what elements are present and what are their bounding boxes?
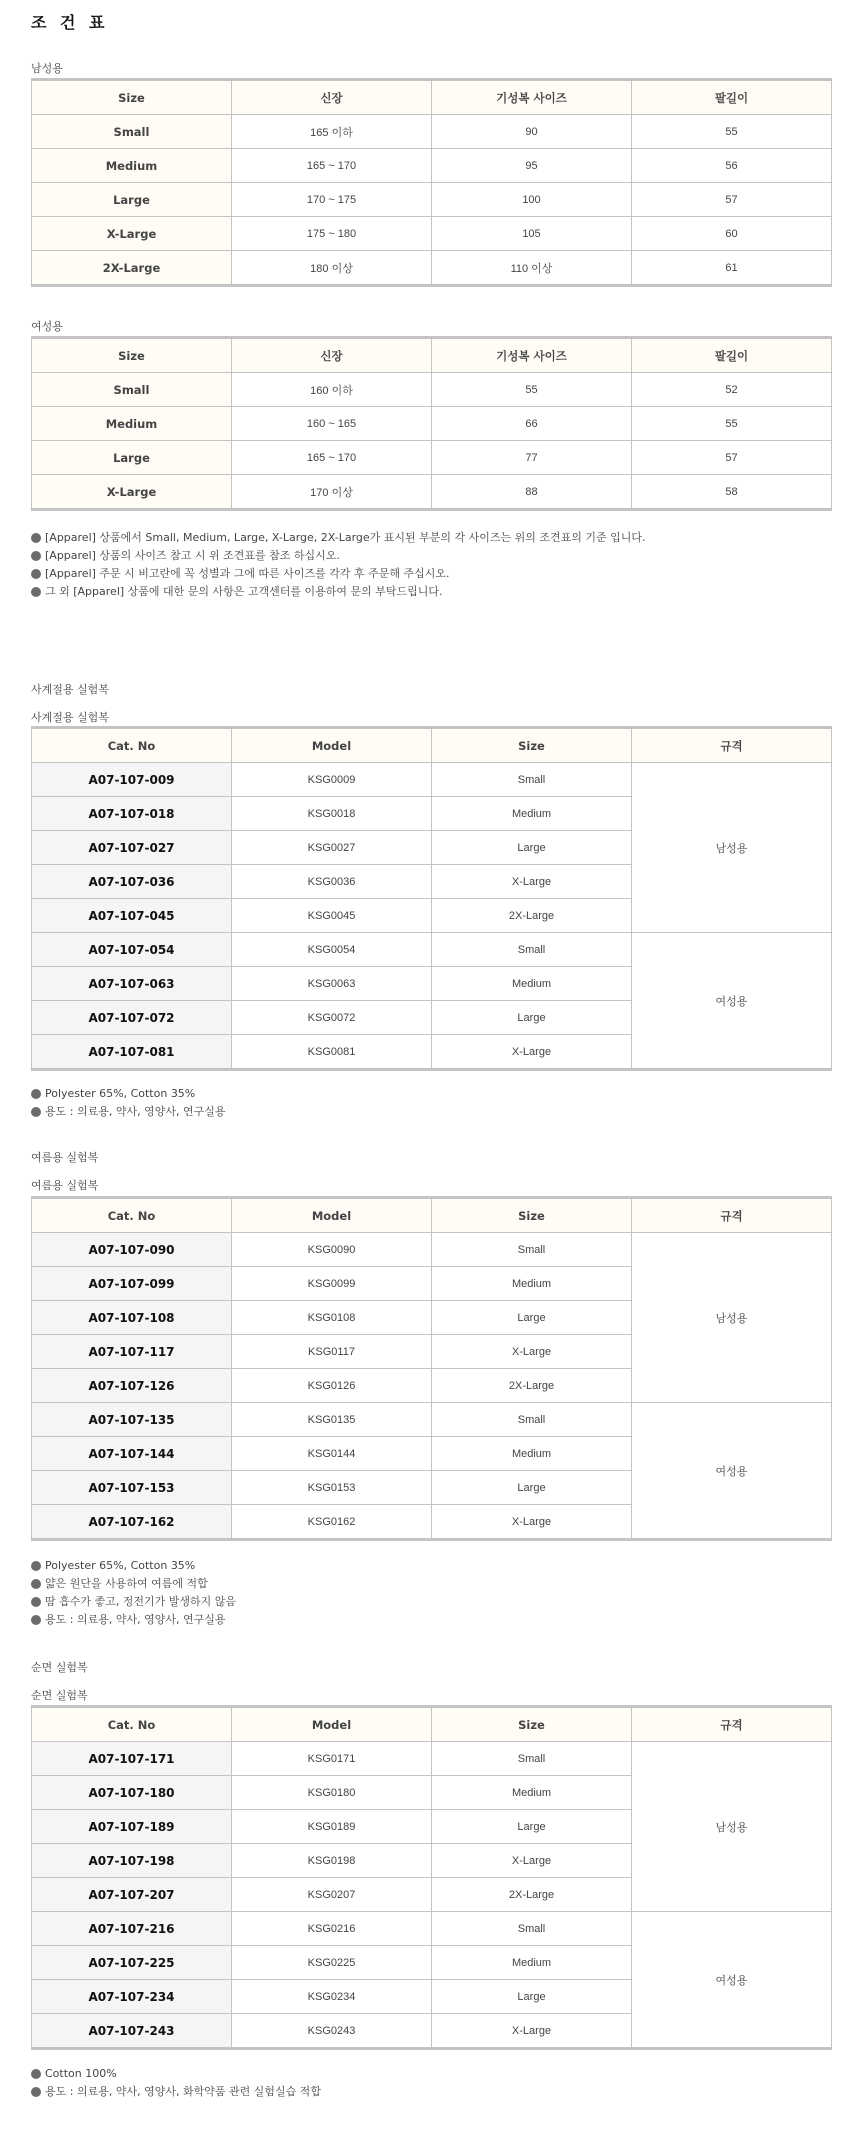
col-header-ready-size: 기성복 사이즈 [432, 80, 632, 115]
ready-size-cell: 95 [432, 149, 632, 183]
ready-size-cell: 55 [432, 373, 632, 407]
cat-no-cell: A07-107-036 [32, 865, 232, 899]
cat-no-cell: A07-107-144 [32, 1437, 232, 1471]
size-cell: 2X-Large [432, 1369, 632, 1403]
size-cell: X-Large [432, 865, 632, 899]
model-cell: KSG0243 [232, 2014, 432, 2049]
height-cell: 165 ~ 170 [232, 149, 432, 183]
ready-size-cell: 100 [432, 183, 632, 217]
model-cell: KSG0189 [232, 1810, 432, 1844]
model-cell: KSG0072 [232, 1001, 432, 1035]
arm-length-cell: 58 [632, 475, 832, 510]
arm-length-cell: 55 [632, 407, 832, 441]
cat-no-cell: A07-107-027 [32, 831, 232, 865]
table-row [32, 1742, 832, 1776]
note-item: 용도 : 의료용, 약사, 영양사, 연구실용 [31, 1611, 236, 1629]
women-size-caption: 여성용 [31, 320, 63, 333]
size-cell: 2X-Large [432, 899, 632, 933]
col-header-cat-no: Cat. No [32, 1198, 232, 1233]
model-cell: KSG0045 [232, 899, 432, 933]
col-header-arm-length: 팔길이 [632, 80, 832, 115]
col-header-size: Size [432, 1707, 632, 1742]
section-title-summer: 여름용 실험복 [31, 1151, 99, 1164]
note-item: [Apparel] 상품에서 Small, Medium, Large, X-Large, 2X-Large가 표시된 부분의 각 사이즈는 위의 조견표의 기준 입니다. [31, 529, 646, 547]
cat-no-cell: A07-107-162 [32, 1505, 232, 1540]
bullet-icon [31, 551, 41, 561]
col-header-model: Model [232, 728, 432, 763]
note-item: 용도 : 의료용, 약사, 영양사, 화학약품 관련 실험실습 적합 [31, 2083, 321, 2101]
spec-group-cell: 남성용 [632, 1233, 832, 1403]
spec-group-cell: 여성용 [632, 1403, 832, 1540]
table-header-row [32, 728, 832, 763]
bullet-icon [31, 1597, 41, 1607]
cat-no-cell: A07-107-045 [32, 899, 232, 933]
table-row [32, 183, 832, 217]
ready-size-cell: 105 [432, 217, 632, 251]
table-row [32, 933, 832, 967]
section-title-cotton: 순면 실험복 [31, 1661, 88, 1674]
model-cell: KSG0081 [232, 1035, 432, 1070]
arm-length-cell: 55 [632, 115, 832, 149]
arm-length-cell: 56 [632, 149, 832, 183]
bullet-icon [31, 1107, 41, 1117]
height-cell: 165 이하 [232, 115, 432, 149]
table-caption-cotton: 순면 실험복 [31, 1689, 88, 1702]
table-row [32, 475, 832, 510]
model-cell: KSG0054 [232, 933, 432, 967]
size-cell: Large [32, 183, 232, 217]
cat-no-cell: A07-107-198 [32, 1844, 232, 1878]
size-cell: X-Large [432, 1505, 632, 1540]
note-item: Polyester 65%, Cotton 35% [31, 1557, 236, 1575]
table-row [32, 217, 832, 251]
ready-size-cell: 110 이상 [432, 251, 632, 286]
col-header-spec: 규격 [632, 1198, 832, 1233]
size-cell: Medium [432, 967, 632, 1001]
table-caption-all-season: 사계절용 실험복 [31, 711, 109, 724]
size-cell: Medium [32, 149, 232, 183]
table-row [32, 407, 832, 441]
cat-no-cell: A07-107-180 [32, 1776, 232, 1810]
size-cell: Medium [432, 1776, 632, 1810]
col-header-spec: 규격 [632, 728, 832, 763]
ready-size-cell: 90 [432, 115, 632, 149]
ready-size-cell: 77 [432, 441, 632, 475]
note-item: [Apparel] 상품의 사이즈 참고 시 위 조견표를 참조 하십시오. [31, 547, 646, 565]
size-cell: X-Large [432, 1844, 632, 1878]
arm-length-cell: 60 [632, 217, 832, 251]
page-title: 조 건 표 [31, 13, 109, 32]
model-cell: KSG0063 [232, 967, 432, 1001]
size-cell: Large [432, 1980, 632, 2014]
table-row [32, 373, 832, 407]
all-season-notes-list [31, 1085, 225, 1121]
summer-product-table [31, 1196, 832, 1541]
col-header-model: Model [232, 1707, 432, 1742]
model-cell: KSG0207 [232, 1878, 432, 1912]
size-cell: Medium [432, 797, 632, 831]
cat-no-cell: A07-107-018 [32, 797, 232, 831]
note-item: Cotton 100% [31, 2065, 321, 2083]
table-row [32, 1912, 832, 1946]
model-cell: KSG0135 [232, 1403, 432, 1437]
model-cell: KSG0153 [232, 1471, 432, 1505]
model-cell: KSG0180 [232, 1776, 432, 1810]
cat-no-cell: A07-107-099 [32, 1267, 232, 1301]
size-cell: Large [432, 1471, 632, 1505]
bullet-icon [31, 1615, 41, 1625]
model-cell: KSG0162 [232, 1505, 432, 1540]
note-item: [Apparel] 주문 시 비고란에 꼭 성별과 그에 따른 사이즈를 각각 후 주문해 주십시오. [31, 565, 646, 583]
table-caption-summer: 여름용 실험복 [31, 1179, 99, 1192]
col-header-cat-no: Cat. No [32, 1707, 232, 1742]
model-cell: KSG0126 [232, 1369, 432, 1403]
cat-no-cell: A07-107-225 [32, 1946, 232, 1980]
cat-no-cell: A07-107-126 [32, 1369, 232, 1403]
bullet-icon [31, 587, 41, 597]
women-size-table [31, 336, 832, 511]
bullet-icon [31, 569, 41, 579]
size-cell: Medium [32, 407, 232, 441]
table-row [32, 1233, 832, 1267]
col-header-model: Model [232, 1198, 432, 1233]
model-cell: KSG0027 [232, 831, 432, 865]
col-header-size: Size [432, 1198, 632, 1233]
table-header-row [32, 1198, 832, 1233]
col-header-size: Size [32, 80, 232, 115]
size-cell: Large [432, 831, 632, 865]
arm-length-cell: 52 [632, 373, 832, 407]
ready-size-cell: 88 [432, 475, 632, 510]
col-header-height: 신장 [232, 338, 432, 373]
model-cell: KSG0144 [232, 1437, 432, 1471]
cat-no-cell: A07-107-135 [32, 1403, 232, 1437]
size-cell: 2X-Large [432, 1878, 632, 1912]
table-header-row [32, 338, 832, 373]
model-cell: KSG0117 [232, 1335, 432, 1369]
bullet-icon [31, 1579, 41, 1589]
size-cell: X-Large [432, 1335, 632, 1369]
size-cell: Small [432, 933, 632, 967]
height-cell: 160 ~ 165 [232, 407, 432, 441]
cat-no-cell: A07-107-153 [32, 1471, 232, 1505]
cat-no-cell: A07-107-063 [32, 967, 232, 1001]
size-cell: Large [32, 441, 232, 475]
arm-length-cell: 57 [632, 441, 832, 475]
note-item: 얇은 원단을 사용하여 여름에 적합 [31, 1575, 236, 1593]
men-size-caption: 남성용 [31, 62, 63, 75]
cat-no-cell: A07-107-216 [32, 1912, 232, 1946]
size-cell: Small [432, 1742, 632, 1776]
model-cell: KSG0234 [232, 1980, 432, 2014]
model-cell: KSG0009 [232, 763, 432, 797]
model-cell: KSG0090 [232, 1233, 432, 1267]
model-cell: KSG0036 [232, 865, 432, 899]
cat-no-cell: A07-107-234 [32, 1980, 232, 2014]
bullet-icon [31, 1561, 41, 1571]
cat-no-cell: A07-107-072 [32, 1001, 232, 1035]
size-cell: Large [432, 1810, 632, 1844]
cat-no-cell: A07-107-243 [32, 2014, 232, 2049]
bullet-icon [31, 533, 41, 543]
height-cell: 170 이상 [232, 475, 432, 510]
spec-group-cell: 남성용 [632, 763, 832, 933]
col-header-height: 신장 [232, 80, 432, 115]
bullet-icon [31, 2069, 41, 2079]
model-cell: KSG0171 [232, 1742, 432, 1776]
bullet-icon [31, 1089, 41, 1099]
spec-group-cell: 여성용 [632, 1912, 832, 2049]
size-cell: Small [432, 1233, 632, 1267]
table-row [32, 251, 832, 286]
size-cell: Small [432, 763, 632, 797]
size-cell: X-Large [432, 1035, 632, 1070]
cotton-notes-list [31, 2065, 321, 2101]
size-cell: Medium [432, 1267, 632, 1301]
table-header-row [32, 80, 832, 115]
note-item: 땀 흡수가 좋고, 정전기가 발생하지 않음 [31, 1593, 236, 1611]
size-cell: 2X-Large [32, 251, 232, 286]
col-header-ready-size: 기성복 사이즈 [432, 338, 632, 373]
arm-length-cell: 61 [632, 251, 832, 286]
col-header-size: Size [32, 338, 232, 373]
col-header-spec: 규격 [632, 1707, 832, 1742]
spec-group-cell: 남성용 [632, 1742, 832, 1912]
cat-no-cell: A07-107-108 [32, 1301, 232, 1335]
size-cell: Large [432, 1301, 632, 1335]
model-cell: KSG0018 [232, 797, 432, 831]
size-cell: Medium [432, 1437, 632, 1471]
size-cell: Small [432, 1403, 632, 1437]
size-cell: Small [432, 1912, 632, 1946]
arm-length-cell: 57 [632, 183, 832, 217]
height-cell: 180 이상 [232, 251, 432, 286]
col-header-cat-no: Cat. No [32, 728, 232, 763]
height-cell: 170 ~ 175 [232, 183, 432, 217]
model-cell: KSG0198 [232, 1844, 432, 1878]
col-header-size: Size [432, 728, 632, 763]
height-cell: 160 이하 [232, 373, 432, 407]
cat-no-cell: A07-107-090 [32, 1233, 232, 1267]
section-title-all-season: 사계절용 실험복 [31, 683, 109, 696]
model-cell: KSG0099 [232, 1267, 432, 1301]
cotton-product-table [31, 1705, 832, 2050]
cat-no-cell: A07-107-009 [32, 763, 232, 797]
cat-no-cell: A07-107-081 [32, 1035, 232, 1070]
note-item: 그 외 [Apparel] 상품에 대한 문의 사항은 고객센터를 이용하여 문의 부탁드립니다. [31, 583, 646, 601]
cat-no-cell: A07-107-189 [32, 1810, 232, 1844]
table-row [32, 763, 832, 797]
cat-no-cell: A07-107-117 [32, 1335, 232, 1369]
size-cell: Small [32, 115, 232, 149]
cat-no-cell: A07-107-054 [32, 933, 232, 967]
men-size-table [31, 78, 832, 287]
size-cell: Small [32, 373, 232, 407]
size-notes-list [31, 529, 646, 601]
model-cell: KSG0108 [232, 1301, 432, 1335]
height-cell: 165 ~ 170 [232, 441, 432, 475]
table-row [32, 1403, 832, 1437]
size-cell: Large [432, 1001, 632, 1035]
summer-notes-list [31, 1557, 236, 1629]
cat-no-cell: A07-107-207 [32, 1878, 232, 1912]
col-header-arm-length: 팔길이 [632, 338, 832, 373]
table-row [32, 149, 832, 183]
size-cell: X-Large [32, 475, 232, 510]
size-cell: Medium [432, 1946, 632, 1980]
table-header-row [32, 1707, 832, 1742]
ready-size-cell: 66 [432, 407, 632, 441]
note-item: 용도 : 의료용, 약사, 영양사, 연구실용 [31, 1103, 225, 1121]
model-cell: KSG0216 [232, 1912, 432, 1946]
size-cell: X-Large [432, 2014, 632, 2049]
size-cell: X-Large [32, 217, 232, 251]
model-cell: KSG0225 [232, 1946, 432, 1980]
all-season-product-table [31, 726, 832, 1071]
cat-no-cell: A07-107-171 [32, 1742, 232, 1776]
spec-group-cell: 여성용 [632, 933, 832, 1070]
bullet-icon [31, 2087, 41, 2097]
table-row [32, 115, 832, 149]
table-row [32, 441, 832, 475]
note-item: Polyester 65%, Cotton 35% [31, 1085, 225, 1103]
height-cell: 175 ~ 180 [232, 217, 432, 251]
